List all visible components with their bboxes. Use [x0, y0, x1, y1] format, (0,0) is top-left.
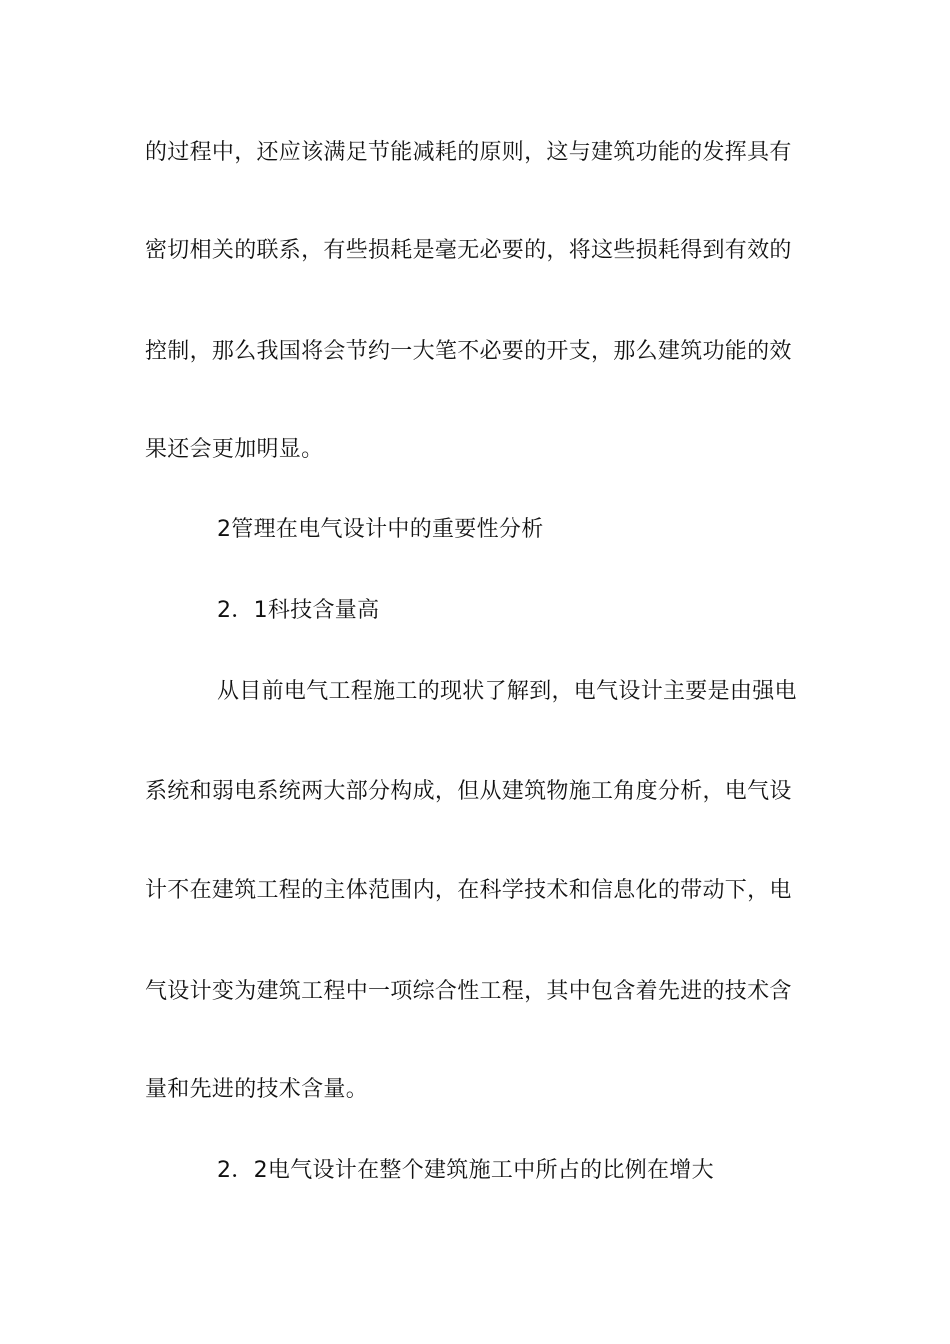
subsection-heading-2-2: 2．2电气设计在整个建筑施工中所占的比例在增大: [217, 1158, 714, 1183]
paragraph-2-line-1: 从目前电气工程施工的现状了解到，电气设计主要是由强电: [217, 679, 797, 704]
paragraph-2-line-5: 量和先进的技术含量。: [145, 1077, 369, 1102]
paragraph-1-line-3: 控制，那么我国将会节约一大笔不必要的开支，那么建筑功能的效: [145, 339, 792, 364]
paragraph-1-line-4: 果还会更加明显。: [145, 437, 324, 462]
paragraph-2-line-4: 气设计变为建筑工程中一项综合性工程，其中包含着先进的技术含: [145, 979, 792, 1004]
paragraph-1-line-1: 的过程中，还应该满足节能减耗的原则，这与建筑功能的发挥具有: [145, 140, 792, 165]
paragraph-1-line-2: 密切相关的联系，有些损耗是毫无必要的，将这些损耗得到有效的: [145, 238, 792, 263]
subsection-heading-2-1: 2．1科技含量高: [217, 598, 380, 623]
section-heading-2: 2管理在电气设计中的重要性分析: [217, 517, 544, 542]
paragraph-2-line-3: 计不在建筑工程的主体范围内，在科学技术和信息化的带动下，电: [145, 878, 792, 903]
paragraph-2-line-2: 系统和弱电系统两大部分构成，但从建筑物施工角度分析，电气设: [145, 779, 792, 804]
